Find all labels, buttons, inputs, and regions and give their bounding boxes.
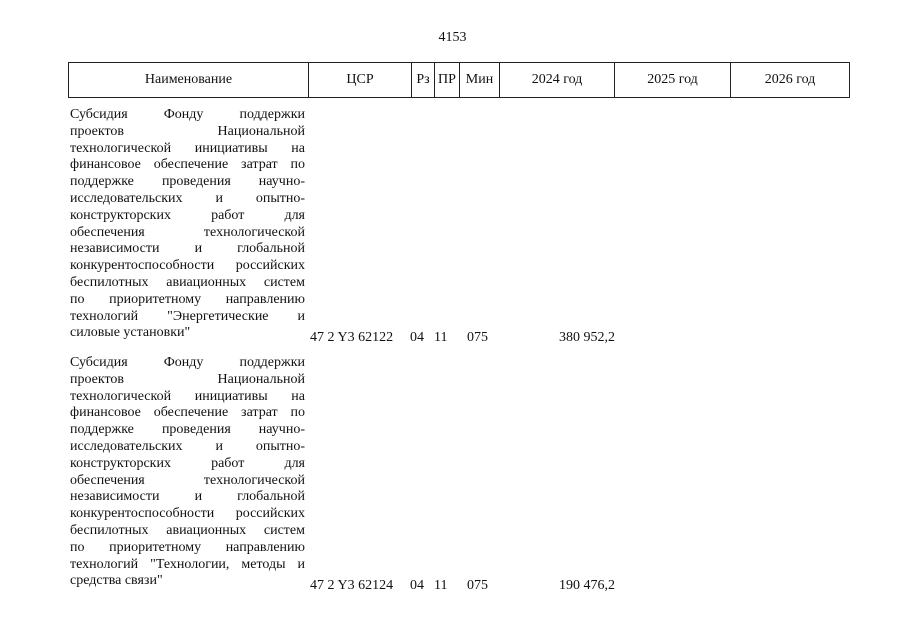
header-pr: ПР [435,63,460,98]
row-name-line: Субсидия Фонду поддержки [70,355,305,370]
row-name-line: финансовое обеспечение затрат по [70,157,305,173]
row-name-line: технологий "Технологии, методы и [70,556,305,572]
row-rz: 04 [410,330,424,345]
row-name-line: финансовое обеспечение затрат по [70,405,305,421]
row-name-line: Субсидия Фонду поддержки [70,107,305,122]
row-2024: 380 952,2 [559,330,615,345]
row-name-line: силовые установки" [70,325,191,341]
row-csr: 47 2 Y3 62124 [310,578,394,593]
row-min: 075 [467,330,488,345]
row-pr: 11 [434,578,448,593]
row-name-line: беспилотных авиационных систем [70,522,305,538]
row-min: 075 [467,578,488,593]
row-name-line: технологической инициативы на [70,388,305,404]
row-name-line: независимости и глобальной [70,241,305,257]
row-pr: 11 [434,330,448,345]
row-rz: 04 [410,578,424,593]
row-2024: 190 476,2 [559,578,615,593]
row-name [70,355,305,590]
row-name-line: беспилотных авиационных систем [70,274,305,290]
row-name-line: проектов Национальной [70,371,305,387]
row-name-line: по приоритетному направлению [70,539,305,555]
row-name-line: конкурентоспособности российских [70,258,305,274]
row-name-line: исследовательских и опытно- [70,438,305,454]
page-number: 4153 [438,30,467,45]
row-name-line: конкурентоспособности российских [70,506,305,522]
header-csr: ЦСР [309,63,412,98]
row-name [70,107,305,342]
row-name-line: поддержке проведения научно- [70,174,305,190]
row-name-line: технологической инициативы на [70,140,305,156]
row-name-line: конструкторских работ для [70,207,305,223]
row-name-line: по приоритетному направлению [70,291,305,307]
header-min: Мин [460,63,500,98]
row-name-line: обеспечения технологической [70,224,305,240]
row-name-line: поддержке проведения научно- [70,422,305,438]
row-name-line: исследовательских и опытно- [70,190,305,206]
row-name-line: независимости и глобальной [70,489,305,505]
header-2024: 2024 год [500,63,615,98]
row-name-line: средства связи" [70,573,163,589]
row-name-line: обеспечения технологической [70,472,305,488]
row-csr: 47 2 Y3 62122 [310,330,394,345]
table-header [68,62,850,98]
header-2025: 2025 год [615,63,731,98]
header-2026: 2026 год [731,63,850,98]
row-name-line: конструкторских работ для [70,455,305,471]
row-name-line: технологий "Энергетические и [70,308,305,324]
header-rz: Рз [412,63,435,98]
header-name: Наименование [69,63,309,98]
row-name-line: проектов Национальной [70,123,305,139]
